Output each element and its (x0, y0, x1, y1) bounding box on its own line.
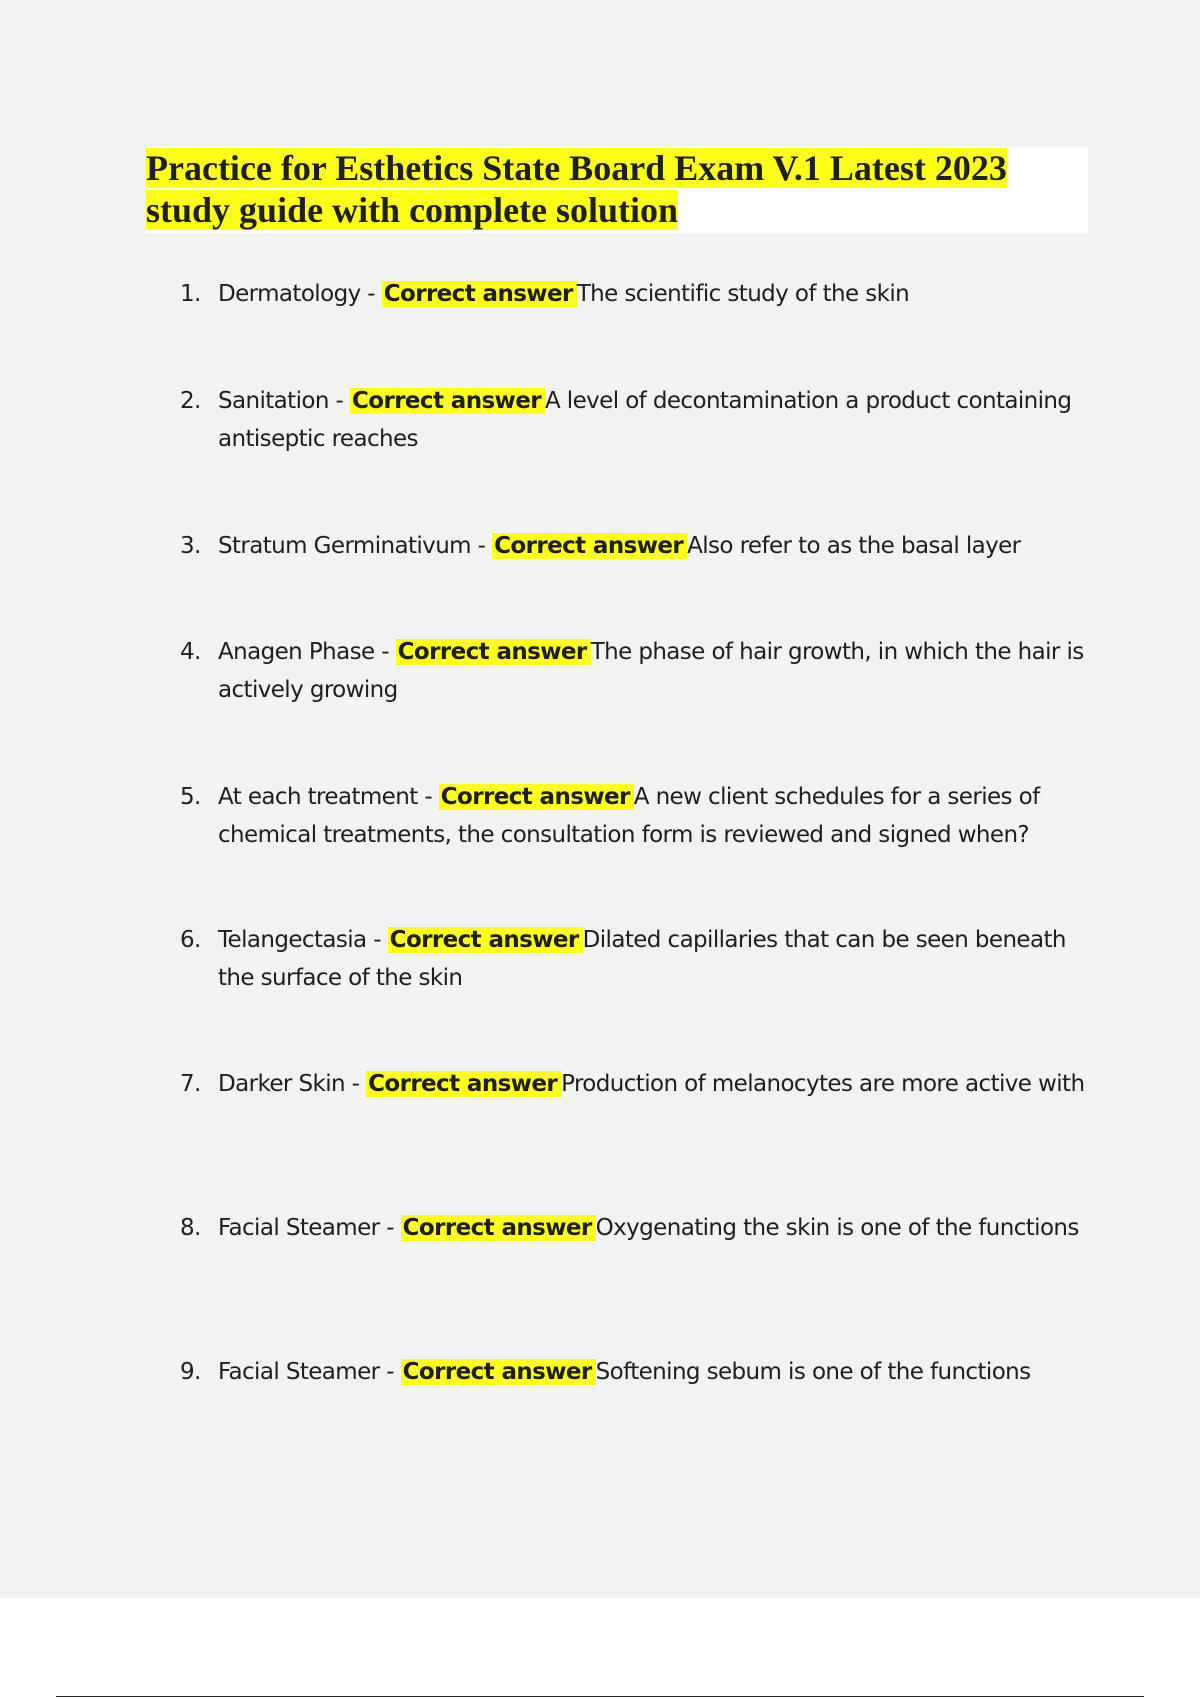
correct-answer-label: Correct answer (350, 388, 545, 414)
item-term: Stratum Germinativum - (218, 533, 486, 559)
item-definition: Also refer to as the basal layer (687, 533, 1021, 559)
item-body (218, 778, 1092, 854)
item-body (218, 382, 1092, 458)
item-body (218, 921, 1092, 997)
item-definition: A level of decontamination a product containing antiseptic reaches (218, 388, 1072, 452)
item-number: 8. (180, 1215, 201, 1241)
correct-answer-label: Correct answer (366, 1071, 561, 1097)
item-number: 4. (180, 639, 201, 665)
item-term: At each treatment - (218, 784, 433, 810)
correct-answer-label: Correct answer (401, 1359, 596, 1385)
item-term: Sanitation - (218, 388, 344, 414)
document-title (146, 147, 1088, 231)
item-definition: Dilated capillaries that can be seen beneath the surface of the skin (218, 927, 1066, 991)
item-body (218, 1065, 1092, 1103)
item-body (218, 275, 1092, 313)
item-definition: Production of melanocytes are more active with (561, 1071, 1085, 1097)
document-title-text: Practice for Esthetics State Board Exam V.1 Latest 2023 study guide with complete solution (146, 148, 1007, 230)
item-number: 3. (180, 533, 201, 559)
qa-item-7 (180, 1065, 1092, 1103)
qa-item-4 (180, 633, 1092, 709)
item-definition: The scientific study of the skin (576, 281, 910, 307)
correct-answer-label: Correct answer (382, 281, 577, 307)
qa-item-3 (180, 527, 1092, 565)
correct-answer-label: Correct answer (396, 639, 591, 665)
item-body (218, 633, 1092, 709)
qa-item-2 (180, 382, 1092, 458)
item-definition: Oxygenating the skin is one of the functions (595, 1215, 1079, 1241)
item-body (218, 1209, 1092, 1247)
item-definition: Softening sebum is one of the functions (595, 1359, 1031, 1385)
item-number: 1. (180, 281, 201, 307)
item-number: 9. (180, 1359, 201, 1385)
item-body (218, 527, 1092, 565)
item-term: Facial Steamer - (218, 1215, 394, 1241)
item-term: Anagen Phase - (218, 639, 389, 665)
item-number: 2. (180, 388, 201, 414)
qa-item-8 (180, 1209, 1092, 1247)
item-number: 5. (180, 784, 201, 810)
item-definition: A new client schedules for a series of chemical treatments, the consultation form is reviewed and signed when? (218, 784, 1040, 848)
item-term: Dermatology - (218, 281, 375, 307)
correct-answer-label: Correct answer (401, 1215, 596, 1241)
qa-item-9 (180, 1353, 1092, 1391)
item-term: Darker Skin - (218, 1071, 360, 1097)
qa-item-5 (180, 778, 1092, 854)
correct-answer-label: Correct answer (492, 533, 687, 559)
item-number: 7. (180, 1071, 201, 1097)
correct-answer-label: Correct answer (439, 784, 634, 810)
item-term: Facial Steamer - (218, 1359, 394, 1385)
item-number: 6. (180, 927, 201, 953)
correct-answer-label: Correct answer (388, 927, 583, 953)
footer-divider (56, 1696, 1144, 1697)
qa-item-1 (180, 275, 1092, 313)
qa-item-6 (180, 921, 1092, 997)
item-definition: The phase of hair growth, in which the hair is actively growing (218, 639, 1084, 703)
item-term: Telangectasia - (218, 927, 381, 953)
item-body (218, 1353, 1092, 1391)
